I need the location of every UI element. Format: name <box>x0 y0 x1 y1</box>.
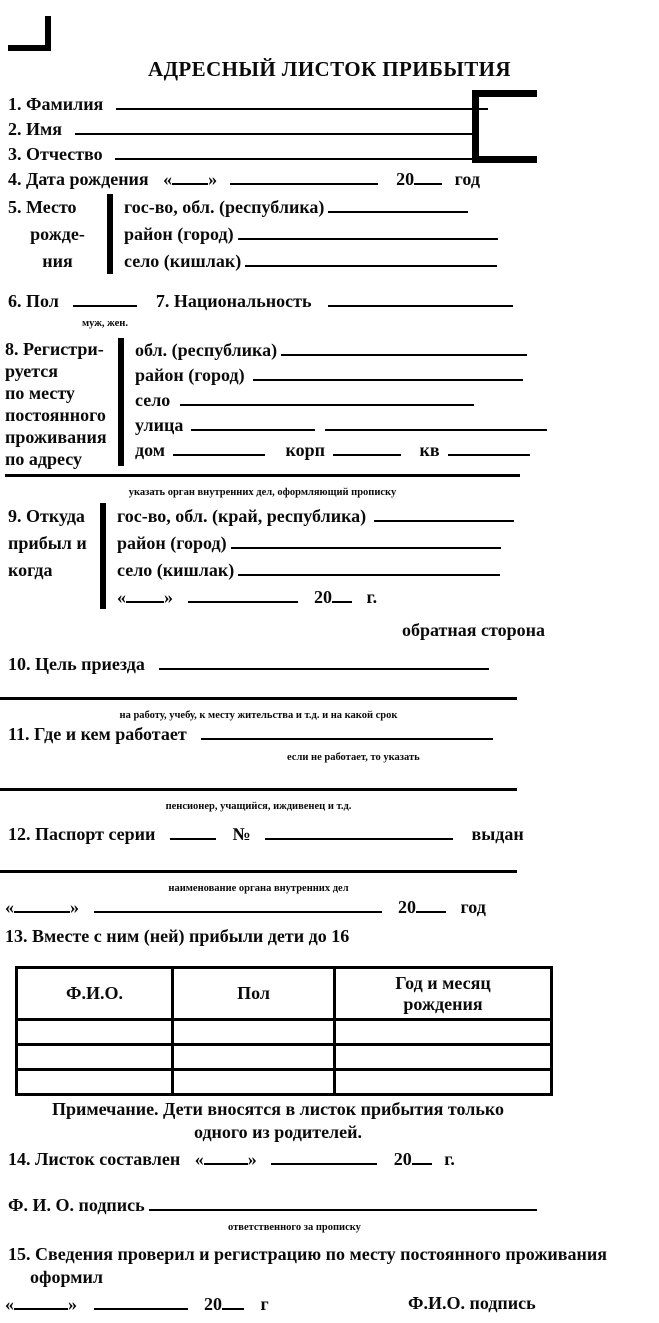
photo-frame-bracket <box>472 90 537 163</box>
day-blank <box>14 896 70 913</box>
close-quote: » <box>70 897 79 918</box>
street-blank-1 <box>191 414 315 431</box>
year-blank <box>414 168 442 185</box>
nationality-blank <box>328 290 513 307</box>
employment-label: 11. Где и кем работает <box>8 724 187 745</box>
district-blank <box>238 223 498 240</box>
birthdate-row <box>8 168 480 190</box>
month-blank <box>230 168 378 185</box>
signature-label: Ф. И. О. подпись <box>8 1195 145 1216</box>
employment-hint: если не работает, то указать <box>287 752 420 763</box>
signature-caption: ответственного за прописку <box>228 1222 361 1233</box>
cell-sex <box>173 1045 335 1070</box>
children-col-birth: Год и месяц рождения <box>335 968 552 1020</box>
close-quote: » <box>68 1294 77 1315</box>
village-label: село (кишлак) <box>124 251 242 271</box>
day-blank <box>172 168 208 185</box>
arrived-from-label-line: когда <box>8 560 53 580</box>
state-label: гос-во, обл. (республика) <box>124 197 325 217</box>
authority-rule <box>5 474 520 500</box>
patronymic-label: 3. Отчество <box>8 144 103 165</box>
employment-blank <box>201 723 493 740</box>
day-blank <box>126 586 164 603</box>
month-blank <box>271 1148 377 1165</box>
month-blank <box>94 1293 188 1310</box>
year-word: год <box>460 897 486 918</box>
century-prefix: 20 <box>204 1294 222 1315</box>
passport-issued-label: выдан <box>471 824 524 845</box>
children-note-line: Примечание. Дети вносятся в листок прибытия только <box>51 1099 504 1119</box>
street-blank-2 <box>325 414 547 431</box>
open-quote: « <box>163 169 173 190</box>
sex-nationality-row <box>8 290 513 312</box>
visit-purpose-rule <box>0 697 517 723</box>
birthplace-label-line: ния <box>42 251 73 271</box>
cell-birth <box>335 1020 552 1045</box>
registration-label-line: 8. Регистри- <box>5 339 104 359</box>
children-label: 13. Вместе с ним (ней) прибыли дети до 16 <box>5 926 350 946</box>
passport-number-sign: № <box>232 824 251 845</box>
cell-birth <box>335 1070 552 1095</box>
birthdate-label: 4. Дата рождения <box>8 169 149 190</box>
registration-fields <box>124 338 547 463</box>
close-quote: » <box>164 587 173 607</box>
year-word: год <box>454 169 480 190</box>
sheet-date-label: 14. Листок составлен <box>8 1149 181 1170</box>
children-table-row <box>17 1045 552 1070</box>
village-label: село (кишлак) <box>117 560 235 580</box>
registration-label-line: проживания <box>5 427 107 447</box>
surname-row <box>8 93 488 115</box>
cell-name <box>17 1070 173 1095</box>
employment-rule-caption: пенсионер, учащийся, иждивенец и т.д. <box>165 801 352 812</box>
passport-authority-rule <box>0 870 517 896</box>
verification-line: оформил <box>30 1267 103 1287</box>
children-note <box>8 1098 548 1144</box>
village-blank <box>180 389 474 406</box>
year-abbr: г. <box>366 587 378 607</box>
passport-label: 12. Паспорт серии <box>8 824 156 845</box>
house-label: дом <box>135 440 166 460</box>
village-blank <box>245 250 497 267</box>
cell-name <box>17 1045 173 1070</box>
passport-date-row <box>5 896 486 918</box>
children-table-header-row <box>17 968 552 1020</box>
children-col-sex: Пол <box>173 968 335 1020</box>
century-prefix: 20 <box>314 587 332 607</box>
visit-purpose-row <box>8 653 489 675</box>
signature-row <box>8 1194 537 1216</box>
village-label: село <box>135 390 171 410</box>
century-prefix: 20 <box>398 897 416 918</box>
open-quote: « <box>117 587 126 607</box>
day-blank <box>204 1148 248 1165</box>
patronymic-row <box>8 143 485 165</box>
sex-hint: муж, жен. <box>82 318 128 329</box>
close-quote: » <box>208 169 218 190</box>
children-note-line: одного из родителей. <box>193 1122 363 1142</box>
district-label: район (город) <box>135 365 245 385</box>
year-blank <box>332 586 352 603</box>
children-table-row <box>17 1070 552 1095</box>
flat-label: кв <box>419 440 440 460</box>
surname-label: 1. Фамилия <box>8 94 104 115</box>
day-blank <box>14 1293 68 1310</box>
sheet-date-row <box>8 1148 455 1170</box>
reverse-side-label: обратная сторона <box>402 620 545 640</box>
registration-label-line: по адресу <box>5 449 82 469</box>
employment-rule <box>0 788 517 814</box>
region-label: обл. (республика) <box>135 340 278 360</box>
cell-birth <box>335 1045 552 1070</box>
arrived-from-label <box>8 503 100 584</box>
registration-label-line: руется <box>5 361 58 381</box>
visit-purpose-blank <box>159 653 489 670</box>
building-blank <box>333 439 401 456</box>
patronymic-blank <box>115 143 485 160</box>
passport-series-blank <box>170 823 216 840</box>
employment-row <box>8 723 493 745</box>
firstname-label: 2. Имя <box>8 119 62 140</box>
passport-row <box>8 823 524 845</box>
registration-label-line: по месту <box>5 383 75 403</box>
century-prefix: 20 <box>396 169 415 190</box>
nationality-label: 7. Национальность <box>155 291 312 312</box>
arrived-from-label-line: 9. Откуда <box>8 506 85 526</box>
house-blank <box>173 439 265 456</box>
section-arrived-from <box>8 503 514 611</box>
flat-blank <box>448 439 530 456</box>
firstname-blank <box>75 118 475 135</box>
arrived-from-label-line: прибыл и <box>8 533 87 553</box>
district-label: район (город) <box>124 224 234 244</box>
firstname-row <box>8 118 475 140</box>
birthplace-label-line: рожде- <box>30 224 85 244</box>
registration-label <box>5 338 118 470</box>
children-table <box>15 966 553 1096</box>
district-blank <box>231 532 501 549</box>
birthplace-label <box>8 194 107 275</box>
passport-number-blank <box>265 823 453 840</box>
visit-purpose-caption: на работу, учебу, к месту жительства и т.д. и на какой срок <box>119 710 398 721</box>
district-blank <box>253 364 523 381</box>
street-label: улица <box>135 415 184 435</box>
registration-label-line: постоянного <box>5 405 106 425</box>
village-blank <box>238 559 500 576</box>
verification-block <box>8 1243 657 1289</box>
signature-blank <box>149 1194 537 1211</box>
sex-blank <box>73 290 137 307</box>
year-blank <box>222 1293 244 1310</box>
verification-line: 15. Сведения проверил и регистрацию по месту постоянного проживания <box>8 1244 607 1264</box>
building-label: корп <box>285 440 326 460</box>
open-quote: « <box>5 1294 14 1315</box>
sex-label: 6. Пол <box>8 291 59 312</box>
arrived-from-fields <box>106 503 514 611</box>
birthplace-fields <box>113 194 498 275</box>
visit-purpose-label: 10. Цель приезда <box>8 654 145 675</box>
passport-authority-caption: наименование органа внутренних дел <box>168 883 349 894</box>
bottom-fio-label: Ф.И.О. подпись <box>408 1293 536 1313</box>
crop-corner-mark <box>8 16 51 51</box>
section-registration <box>5 338 547 470</box>
form-title: АДРЕСНЫЙ ЛИСТОК ПРИБЫТИЯ <box>148 57 511 81</box>
bottom-date-row <box>5 1293 655 1315</box>
state-blank <box>328 196 468 213</box>
section-birthplace <box>8 194 498 275</box>
year-blank <box>412 1148 432 1165</box>
cell-sex <box>173 1020 335 1045</box>
open-quote: « <box>194 1149 204 1170</box>
year-blank <box>416 896 446 913</box>
open-quote: « <box>5 897 14 918</box>
cell-sex <box>173 1070 335 1095</box>
month-blank <box>94 896 382 913</box>
cell-name <box>17 1020 173 1045</box>
children-col-name: Ф.И.О. <box>17 968 173 1020</box>
children-table-row <box>17 1020 552 1045</box>
surname-blank <box>116 93 488 110</box>
state-blank <box>374 505 514 522</box>
year-abbr: г. <box>444 1149 455 1170</box>
state-label: гос-во, обл. (край, республика) <box>117 506 367 526</box>
birthplace-label-line: 5. Место <box>8 197 77 217</box>
century-prefix: 20 <box>393 1149 412 1170</box>
month-blank <box>188 586 298 603</box>
authority-caption: указать орган внутренних дел, оформляющий прописку <box>128 487 397 498</box>
year-abbr: г <box>260 1294 269 1315</box>
region-blank <box>281 339 527 356</box>
close-quote: » <box>247 1149 257 1170</box>
district-label: район (город) <box>117 533 227 553</box>
